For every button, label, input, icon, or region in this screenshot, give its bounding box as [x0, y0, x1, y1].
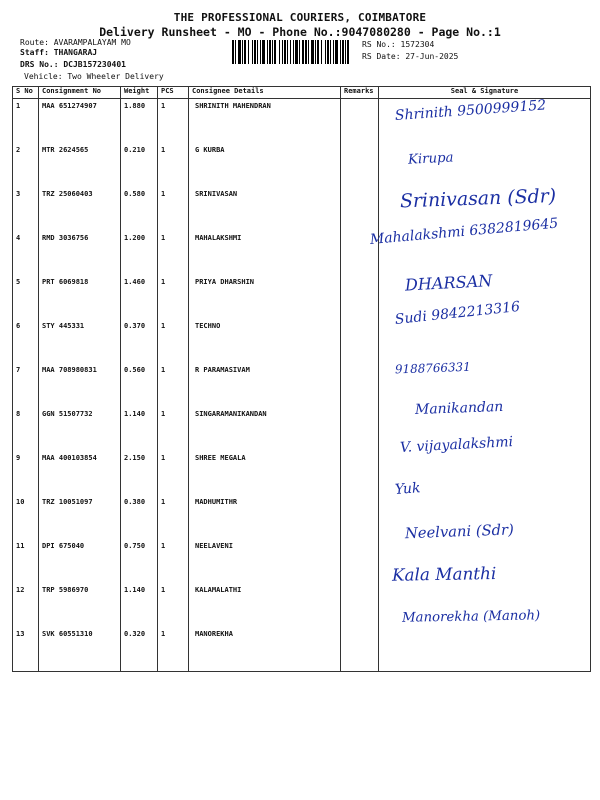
- pcs-cell: 1: [158, 495, 189, 539]
- drs-label: DRS No.:: [20, 60, 59, 69]
- sno-cell: 12: [13, 583, 39, 627]
- handwritten-signature: Kala Manthi: [391, 564, 497, 586]
- consignment-cell: TRZ 10051097: [39, 495, 121, 539]
- col-header-sno: S No: [13, 87, 39, 99]
- weight-cell: 0.580: [121, 187, 158, 231]
- sno-cell: 7: [13, 363, 39, 407]
- pcs-cell: 1: [158, 451, 189, 495]
- signature-cell: [379, 627, 591, 672]
- sno-cell: 5: [13, 275, 39, 319]
- consignee-cell: SHRINITH MAHENDRAN: [189, 99, 341, 144]
- consignment-cell: GGN 51507732: [39, 407, 121, 451]
- col-header-signature: Seal & Signature: [379, 87, 591, 99]
- company-title: THE PROFESSIONAL COURIERS, COIMBATORE: [173, 11, 427, 24]
- consignee-cell: TECHNO: [189, 319, 341, 363]
- consignee-cell: NEELAVENI: [189, 539, 341, 583]
- col-header-remarks: Remarks: [341, 87, 379, 99]
- consignee-cell: KALAMALATHI: [189, 583, 341, 627]
- consignment-cell: PRT 6069818: [39, 275, 121, 319]
- barcode-bar: [293, 40, 294, 64]
- vehicle-label: Vehicle:: [24, 72, 63, 81]
- pcs-cell: 1: [158, 143, 189, 187]
- remarks-cell: [341, 451, 379, 495]
- barcode-bar: [327, 40, 329, 64]
- route-value: AVARAMPALAYAM MO: [53, 38, 131, 47]
- remarks-cell: [341, 407, 379, 451]
- pcs-cell: 1: [158, 627, 189, 672]
- barcode-bar: [282, 40, 283, 64]
- weight-cell: 1.460: [121, 275, 158, 319]
- vehicle-line: [24, 72, 164, 81]
- sno-cell: 9: [13, 451, 39, 495]
- barcode-bar: [238, 40, 241, 64]
- barcode-bar: [340, 40, 341, 64]
- sno-cell: 1: [13, 99, 39, 144]
- barcode-bar: [248, 40, 249, 64]
- consignment-cell: TRP 5986970: [39, 583, 121, 627]
- consignment-cell: MAA 708980831: [39, 363, 121, 407]
- rs-date-label: RS Date:: [362, 52, 401, 61]
- staff-line: [20, 48, 97, 57]
- handwritten-signature: Neelvani (Sdr): [404, 521, 515, 543]
- barcode-bar: [257, 40, 258, 64]
- barcode-bar: [308, 40, 309, 64]
- barcode-bar: [274, 40, 276, 64]
- weight-cell: 1.200: [121, 231, 158, 275]
- handwritten-signature: Manorekha (Manoh): [401, 607, 541, 626]
- table-row: [13, 539, 591, 583]
- barcode-bar: [272, 40, 273, 64]
- handwritten-signature: Shrinith 9500999152: [394, 97, 547, 124]
- barcode-bar: [299, 40, 300, 64]
- barcode-bar: [295, 40, 298, 64]
- remarks-cell: [341, 143, 379, 187]
- remarks-cell: [341, 319, 379, 363]
- remarks-cell: [341, 99, 379, 144]
- handwritten-signature: Sudi 9842213316: [394, 298, 521, 328]
- table-row: [13, 363, 591, 407]
- barcode-bar: [284, 40, 286, 64]
- barcode-bar: [235, 40, 236, 64]
- barcode-bar: [262, 40, 265, 64]
- barcode-bar: [311, 40, 314, 64]
- col-header-consignment: Consignment No: [39, 87, 121, 99]
- barcode-bar: [302, 40, 304, 64]
- barcode-bar: [267, 40, 268, 64]
- handwritten-signature: Srinivasan (Sdr): [399, 185, 557, 213]
- sno-cell: 3: [13, 187, 39, 231]
- weight-cell: 0.370: [121, 319, 158, 363]
- pcs-cell: 1: [158, 231, 189, 275]
- consignment-cell: RMD 3036756: [39, 231, 121, 275]
- table-row: [13, 627, 591, 672]
- col-header-consignee: Consignee Details: [189, 87, 341, 99]
- consignee-cell: SINGARAMANIKANDAN: [189, 407, 341, 451]
- consignment-cell: DPI 675040: [39, 539, 121, 583]
- barcode-bar: [345, 40, 346, 64]
- barcode-bar: [269, 40, 271, 64]
- weight-cell: 2.150: [121, 451, 158, 495]
- consignee-cell: G KURBA: [189, 143, 341, 187]
- barcode-bar: [335, 40, 338, 64]
- handwritten-signature: Mahalakshmi 6382819645: [369, 215, 559, 248]
- consignment-cell: STY 445331: [39, 319, 121, 363]
- drs-line: [20, 60, 126, 69]
- rs-date-value: 27-Jun-2025: [405, 52, 459, 61]
- sno-cell: 10: [13, 495, 39, 539]
- barcode-bar: [325, 40, 326, 64]
- consignee-cell: MANOREKHA: [189, 627, 341, 672]
- barcode-bar: [254, 40, 256, 64]
- barcode-bar: [321, 40, 322, 64]
- handwritten-signature: Yuk: [394, 480, 422, 498]
- vehicle-value: Two Wheeler Delivery: [67, 72, 164, 81]
- barcode-bar: [315, 40, 316, 64]
- weight-cell: 0.750: [121, 539, 158, 583]
- pcs-cell: 1: [158, 187, 189, 231]
- handwritten-signature: Kirupa: [407, 150, 454, 168]
- barcode-bar: [244, 40, 246, 64]
- rs-number-label: RS No.:: [362, 40, 396, 49]
- remarks-cell: [341, 583, 379, 627]
- table-row: [13, 451, 591, 495]
- col-header-pcs: PCS: [158, 87, 189, 99]
- consignment-cell: MTR 2624565: [39, 143, 121, 187]
- pcs-cell: 1: [158, 539, 189, 583]
- remarks-cell: [341, 539, 379, 583]
- consignee-cell: MAHALAKSHMI: [189, 231, 341, 275]
- weight-cell: 0.210: [121, 143, 158, 187]
- sno-cell: 13: [13, 627, 39, 672]
- weight-cell: 1.140: [121, 583, 158, 627]
- runsheet-table: [12, 86, 591, 672]
- table-header-row: [13, 87, 591, 99]
- pcs-cell: 1: [158, 319, 189, 363]
- consignee-cell: PRIYA DHARSHIN: [189, 275, 341, 319]
- pcs-cell: 1: [158, 407, 189, 451]
- table-row: [13, 319, 591, 363]
- consignee-cell: MADHUMITHR: [189, 495, 341, 539]
- pcs-cell: 1: [158, 583, 189, 627]
- consignee-cell: SHREE MEGALA: [189, 451, 341, 495]
- remarks-cell: [341, 363, 379, 407]
- pcs-cell: 1: [158, 275, 189, 319]
- weight-cell: 1.880: [121, 99, 158, 144]
- rs-number-value: 1572304: [400, 40, 435, 49]
- handwritten-signature: V. vijayalakshmi: [399, 434, 514, 456]
- remarks-cell: [341, 275, 379, 319]
- barcode-bar: [342, 40, 344, 64]
- table-row: [13, 143, 591, 187]
- runsheet-subtitle: Delivery Runsheet - MO - Phone No.:9047080280 - Page No.:1: [99, 25, 501, 39]
- barcode-bar: [260, 40, 261, 64]
- consignment-cell: TRZ 25060403: [39, 187, 121, 231]
- barcode-bar: [347, 40, 349, 64]
- sno-cell: 8: [13, 407, 39, 451]
- remarks-cell: [341, 187, 379, 231]
- barcode-bar: [305, 40, 307, 64]
- sno-cell: 4: [13, 231, 39, 275]
- handwritten-signature: DHARSAN: [404, 272, 493, 296]
- barcode-bar: [252, 40, 253, 64]
- barcode-bar: [279, 40, 280, 64]
- handwritten-signature: Manikandan: [414, 398, 504, 418]
- drs-value: DCJB157230401: [63, 60, 126, 69]
- remarks-cell: [341, 627, 379, 672]
- barcode-bar: [242, 40, 243, 64]
- weight-cell: 0.560: [121, 363, 158, 407]
- barcode-image: [232, 40, 354, 64]
- weight-cell: 0.320: [121, 627, 158, 672]
- pcs-cell: 1: [158, 363, 189, 407]
- barcode-bar: [330, 40, 331, 64]
- staff-value: THANGARAJ: [53, 48, 98, 57]
- sno-cell: 6: [13, 319, 39, 363]
- sno-cell: 2: [13, 143, 39, 187]
- barcode-bar: [232, 40, 234, 64]
- staff-label: Staff:: [20, 48, 49, 57]
- consignee-cell: R PARAMASIVAM: [189, 363, 341, 407]
- route-label: Route:: [20, 38, 49, 47]
- barcode-bar: [290, 40, 291, 64]
- handwritten-signature: 9188766331: [394, 360, 471, 377]
- table-row: [13, 231, 591, 275]
- col-header-weight: Weight: [121, 87, 158, 99]
- rs-date-line: [362, 52, 458, 61]
- consignment-cell: MAA 651274907: [39, 99, 121, 144]
- barcode-bar: [287, 40, 288, 64]
- weight-cell: 0.380: [121, 495, 158, 539]
- barcode-bar: [317, 40, 319, 64]
- barcode-bar: [333, 40, 334, 64]
- pcs-cell: 1: [158, 99, 189, 144]
- remarks-cell: [341, 495, 379, 539]
- sno-cell: 11: [13, 539, 39, 583]
- rs-number-line: [362, 40, 434, 49]
- consignee-cell: SRINIVASAN: [189, 187, 341, 231]
- consignment-cell: SVK 60551310: [39, 627, 121, 672]
- consignment-cell: MAA 400103854: [39, 451, 121, 495]
- weight-cell: 1.140: [121, 407, 158, 451]
- route-line: [20, 38, 131, 47]
